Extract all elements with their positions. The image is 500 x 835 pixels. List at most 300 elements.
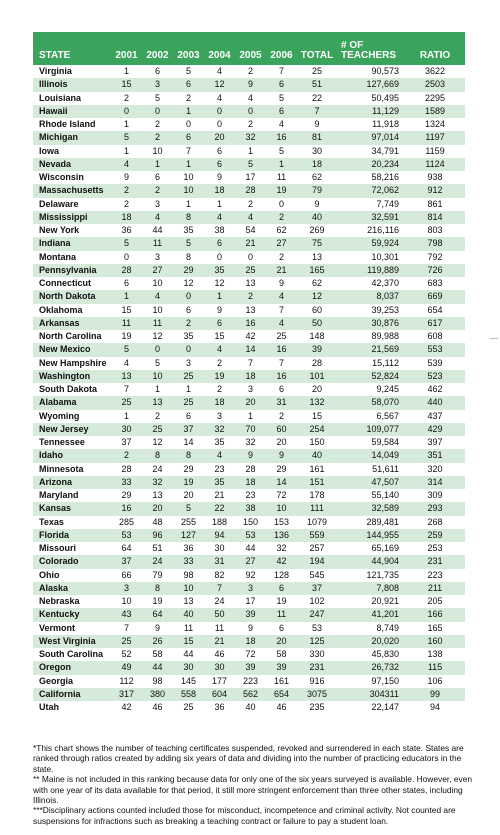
value-cell: 20,921 (371, 596, 399, 607)
value-cell: 523 (427, 370, 443, 381)
value-cell: 37 (121, 556, 132, 567)
value-cell: 35 (183, 331, 194, 342)
table-row (33, 343, 465, 356)
table-row (33, 118, 465, 131)
value-cell: 1589 (424, 105, 446, 116)
value-cell: 13 (245, 304, 256, 315)
value-cell: 0 (123, 251, 129, 262)
column-header: # OF TEACHERS (341, 40, 397, 61)
value-cell: 2 (154, 132, 160, 143)
value-cell: 19 (276, 185, 287, 196)
value-cell: 21 (214, 490, 225, 501)
value-cell: 12 (214, 278, 225, 289)
value-cell: 17 (245, 172, 256, 183)
value-cell: 58 (152, 649, 163, 660)
value-cell: 247 (309, 609, 325, 620)
value-cell: 23 (214, 463, 225, 474)
value-cell: 18 (121, 211, 132, 222)
value-cell: 8 (185, 211, 191, 222)
value-cell: 115 (427, 662, 443, 673)
value-cell: 99 (429, 688, 440, 699)
value-cell: 11 (183, 622, 194, 633)
value-cell: 42 (276, 556, 287, 567)
value-cell: 6 (278, 105, 284, 116)
value-cell: 5 (278, 92, 284, 103)
value-cell: 119,889 (367, 264, 399, 275)
value-cell: 5 (278, 145, 284, 156)
value-cell: 1159 (425, 145, 445, 156)
value-cell: 46 (214, 649, 225, 660)
value-cell: 397 (427, 437, 443, 448)
value-cell: 34,791 (371, 145, 399, 156)
value-cell: 153 (273, 516, 290, 527)
value-cell: 150 (309, 437, 325, 448)
value-cell: 25 (121, 397, 132, 408)
value-cell: 0 (216, 119, 222, 130)
state-cell: Rhode Island (39, 119, 96, 130)
value-cell: 55,140 (371, 490, 399, 501)
value-cell: 178 (309, 490, 325, 501)
value-cell: 145 (180, 675, 197, 686)
value-cell: 6 (216, 238, 222, 249)
value-cell: 33 (183, 556, 194, 567)
value-cell: 25 (276, 331, 287, 342)
value-cell: 10 (276, 503, 287, 514)
value-cell: 39 (311, 344, 322, 355)
value-cell: 3 (247, 582, 253, 593)
value-cell: 330 (309, 649, 325, 660)
value-cell: 12 (152, 437, 163, 448)
value-cell: 6 (123, 278, 129, 289)
table-row (33, 635, 465, 648)
table-row (33, 582, 465, 595)
value-cell: 3075 (306, 688, 328, 699)
value-cell: 8 (154, 582, 160, 593)
value-cell: 4 (123, 158, 129, 169)
value-cell: 7,749 (376, 198, 399, 209)
table-row (33, 463, 465, 476)
value-cell: 2 (185, 92, 191, 103)
value-cell: 2 (185, 317, 191, 328)
value-cell: 269 (309, 225, 325, 236)
value-cell: 112 (119, 675, 134, 686)
state-cell: Pennsylvania (39, 264, 97, 275)
state-cell: Indiana (39, 238, 71, 249)
value-cell: 46 (152, 702, 163, 713)
value-cell: 255 (180, 516, 197, 527)
value-cell: 8 (154, 450, 160, 461)
table-row (33, 264, 465, 277)
value-cell: 2 (278, 251, 284, 262)
value-cell: 13 (152, 490, 163, 501)
value-cell: 177 (211, 675, 228, 686)
value-cell: 19 (183, 476, 194, 487)
value-cell: 18 (245, 635, 256, 646)
value-cell: 11 (152, 238, 163, 249)
value-cell: 47,507 (371, 476, 399, 487)
value-cell: 4 (278, 317, 284, 328)
value-cell: 40 (245, 702, 256, 713)
table-row (33, 290, 465, 303)
value-cell: 12 (214, 79, 225, 90)
value-cell: 18 (245, 370, 256, 381)
value-cell: 1 (216, 198, 222, 209)
value-cell: 20,234 (371, 158, 399, 169)
value-cell: 18 (214, 185, 225, 196)
value-cell: 94 (214, 529, 225, 540)
value-cell: 553 (427, 344, 443, 355)
state-cell: Delaware (39, 198, 79, 209)
value-cell: 14 (183, 437, 194, 448)
value-cell: 58 (276, 649, 287, 660)
state-cell: Wyoming (39, 410, 80, 421)
value-cell: 6 (216, 158, 222, 169)
value-cell: 29 (276, 463, 287, 474)
value-cell: 50 (214, 609, 225, 620)
value-cell: 44 (245, 543, 256, 554)
value-cell: 1 (154, 158, 160, 169)
value-cell: 15 (121, 79, 132, 90)
value-cell: 121,735 (366, 569, 399, 580)
value-cell: 1 (185, 198, 191, 209)
value-cell: 53 (311, 622, 322, 633)
value-cell: 81 (311, 132, 322, 143)
value-cell: 429 (427, 423, 443, 434)
value-cell: 0 (154, 105, 160, 116)
value-cell: 16 (276, 344, 287, 355)
value-cell: 64 (121, 543, 132, 554)
value-cell: 7 (278, 66, 284, 77)
value-cell: 26,732 (371, 662, 399, 673)
value-cell: 30,876 (371, 317, 399, 328)
value-cell: 3 (154, 79, 160, 90)
value-cell: 0 (185, 291, 191, 302)
value-cell: 9 (216, 304, 222, 315)
table-row (33, 516, 465, 529)
value-cell: 27 (245, 556, 256, 567)
value-cell: 20 (214, 132, 225, 143)
value-cell: 148 (309, 331, 325, 342)
value-cell: 205 (427, 596, 443, 607)
value-cell: 309 (427, 490, 443, 501)
table-header-row (33, 32, 465, 65)
value-cell: 35 (214, 476, 225, 487)
value-cell: 32,591 (371, 211, 399, 222)
column-header: 2006 (270, 50, 293, 61)
value-cell: 20 (276, 437, 287, 448)
value-cell: 2 (278, 410, 284, 421)
value-cell: 32 (245, 437, 256, 448)
value-cell: 0 (247, 105, 253, 116)
value-cell: 539 (427, 357, 443, 368)
value-cell: 912 (427, 185, 443, 196)
value-cell: 8 (185, 251, 191, 262)
value-cell: 25 (121, 635, 132, 646)
value-cell: 1324 (424, 119, 446, 130)
value-cell: 51 (311, 79, 322, 90)
value-cell: 0 (154, 344, 160, 355)
value-cell: 380 (149, 688, 166, 699)
value-cell: 1 (216, 291, 222, 302)
value-cell: 1197 (425, 132, 445, 143)
value-cell: 11 (276, 172, 287, 183)
value-cell: 604 (211, 688, 228, 699)
value-cell: 51,611 (372, 463, 399, 474)
value-cell: 7,808 (376, 582, 399, 593)
value-cell: 6 (185, 79, 191, 90)
value-cell: 4 (216, 344, 222, 355)
value-cell: 268 (427, 516, 443, 527)
value-cell: 98 (152, 675, 163, 686)
value-cell: 72 (245, 649, 256, 660)
value-cell: 7 (247, 357, 253, 368)
value-cell: 21 (214, 635, 225, 646)
value-cell: 9 (278, 278, 284, 289)
value-cell: 19 (121, 331, 132, 342)
value-cell: 726 (427, 264, 443, 275)
value-cell: 0 (278, 198, 284, 209)
value-cell: 6 (278, 622, 284, 633)
value-cell: 16 (276, 370, 287, 381)
value-cell: 35 (183, 225, 194, 236)
table-row (33, 529, 465, 542)
value-cell: 4 (216, 92, 222, 103)
value-cell: 1 (247, 410, 253, 421)
state-cell: Alabama (39, 397, 77, 408)
value-cell: 0 (185, 119, 191, 130)
value-cell: 304311 (369, 688, 399, 699)
value-cell: 2 (216, 357, 222, 368)
value-cell: 30 (121, 423, 132, 434)
table-row (33, 648, 465, 661)
value-cell: 223 (427, 569, 443, 580)
table-body (33, 65, 465, 714)
value-cell: 22,147 (371, 702, 399, 713)
value-cell: 10 (152, 145, 163, 156)
value-cell: 151 (309, 476, 325, 487)
table-row (33, 251, 465, 264)
table-row (33, 569, 465, 582)
value-cell: 194 (309, 556, 325, 567)
value-cell: 253 (427, 543, 443, 554)
value-cell: 150 (242, 516, 259, 527)
value-cell: 36 (121, 225, 132, 236)
value-cell: 7 (278, 304, 284, 315)
value-cell: 22 (311, 92, 322, 103)
state-cell: New Mexico (39, 344, 91, 355)
value-cell: 15 (311, 410, 322, 421)
value-cell: 285 (118, 516, 135, 527)
value-cell: 9 (123, 172, 129, 183)
state-cell: Alaska (39, 582, 69, 593)
table-row (33, 92, 465, 105)
table-row (33, 224, 465, 237)
value-cell: 1124 (425, 158, 445, 169)
value-cell: 29 (183, 463, 194, 474)
table-row (33, 277, 465, 290)
value-cell: 4 (216, 211, 222, 222)
value-cell: 14 (276, 476, 287, 487)
value-cell: 14 (245, 344, 256, 355)
state-cell: Colorado (39, 556, 79, 567)
state-cell: Texas (39, 516, 64, 527)
value-cell: 188 (211, 516, 228, 527)
column-header: STATE (39, 50, 71, 61)
table-row (33, 171, 465, 184)
value-cell: 2 (247, 198, 253, 209)
value-cell: 125 (309, 635, 325, 646)
value-cell: 58,216 (371, 172, 399, 183)
value-cell: 37 (183, 423, 194, 434)
value-cell: 49 (121, 662, 132, 673)
value-cell: 15 (214, 331, 225, 342)
value-cell: 12 (183, 278, 194, 289)
value-cell: 25 (183, 397, 194, 408)
value-cell: 90,573 (371, 66, 399, 77)
value-cell: 39 (276, 662, 287, 673)
value-cell: 814 (427, 211, 443, 222)
value-cell: 53 (245, 529, 256, 540)
value-cell: 127,669 (366, 79, 399, 90)
state-cell: New York (39, 225, 80, 236)
value-cell: 144,955 (366, 529, 399, 540)
value-cell: 102 (309, 596, 325, 607)
value-cell: 5 (185, 66, 191, 77)
value-cell: 2 (123, 198, 129, 209)
value-cell: 320 (427, 463, 443, 474)
value-cell: 13 (245, 278, 256, 289)
value-cell: 14,049 (371, 450, 399, 461)
value-cell: 231 (427, 556, 443, 567)
value-cell: 0 (216, 105, 222, 116)
value-cell: 38 (214, 225, 225, 236)
value-cell: 65,169 (371, 543, 399, 554)
value-cell: 36 (183, 543, 194, 554)
value-cell: 3 (247, 384, 253, 395)
column-header: 2005 (239, 50, 262, 61)
value-cell: 2503 (424, 79, 446, 90)
value-cell: 30 (214, 543, 225, 554)
state-cell: New Jersey (39, 423, 89, 434)
state-cell: Georgia (39, 675, 74, 686)
state-cell: Iowa (39, 145, 60, 156)
column-header: 2004 (208, 50, 231, 61)
value-cell: 6 (278, 384, 284, 395)
value-cell: 10 (152, 304, 163, 315)
value-cell: 92 (245, 569, 256, 580)
value-cell: 28 (245, 185, 256, 196)
value-cell: 1 (185, 384, 191, 395)
value-cell: 35 (214, 264, 225, 275)
state-cell: Missouri (39, 543, 77, 554)
value-cell: 39 (245, 609, 256, 620)
value-cell: 20 (276, 635, 287, 646)
state-cell: Wisconsin (39, 172, 84, 183)
table-row (33, 158, 465, 171)
value-cell: 44 (183, 649, 194, 660)
footnotes (33, 743, 473, 826)
value-cell: 51 (152, 543, 163, 554)
value-cell: 7 (216, 582, 222, 593)
state-cell: Massachusetts (39, 185, 104, 196)
value-cell: 6 (154, 172, 160, 183)
table-row (33, 476, 465, 489)
value-cell: 9 (314, 198, 320, 209)
value-cell: 10 (183, 172, 194, 183)
table-row (33, 410, 465, 423)
table-row (33, 595, 465, 608)
value-cell: 43 (121, 609, 132, 620)
value-cell: 2 (154, 410, 160, 421)
value-cell: 462 (427, 384, 443, 395)
value-cell: 1 (278, 158, 284, 169)
value-cell: 20 (245, 397, 256, 408)
value-cell: 89,988 (371, 331, 399, 342)
table-row (33, 502, 465, 515)
state-cell: Hawaii (39, 105, 68, 116)
value-cell: 10,301 (371, 251, 399, 262)
value-cell: 235 (309, 702, 325, 713)
value-cell: 7 (278, 357, 284, 368)
value-cell: 66 (121, 569, 132, 580)
table-row (33, 184, 465, 197)
value-cell: 683 (427, 278, 443, 289)
value-cell: 29 (121, 490, 132, 501)
value-cell: 5 (247, 158, 253, 169)
value-cell: 40 (183, 609, 194, 620)
value-cell: 7 (123, 384, 129, 395)
value-cell: 8 (185, 450, 191, 461)
value-cell: 16 (245, 317, 256, 328)
value-cell: 293 (427, 503, 443, 514)
value-cell: 82 (214, 569, 225, 580)
value-cell: 654 (273, 688, 290, 699)
value-cell: 861 (427, 198, 443, 209)
state-cell: Florida (39, 529, 70, 540)
value-cell: 18 (311, 158, 322, 169)
value-cell: 29 (183, 264, 194, 275)
value-cell: 617 (427, 317, 443, 328)
table-row (33, 383, 465, 396)
value-cell: 1 (123, 410, 129, 421)
value-cell: 4 (154, 211, 160, 222)
value-cell: 36 (214, 702, 225, 713)
value-cell: 1 (247, 145, 253, 156)
value-cell: 10 (152, 278, 163, 289)
value-cell: 18 (214, 397, 225, 408)
state-cell: Mississippi (39, 211, 88, 222)
value-cell: 5 (185, 503, 191, 514)
value-cell: 60 (276, 423, 287, 434)
value-cell: 798 (427, 238, 443, 249)
state-cell: Louisiana (39, 92, 82, 103)
value-cell: 5 (154, 357, 160, 368)
value-cell: 9 (247, 622, 253, 633)
value-cell: 916 (309, 675, 325, 686)
table-row (33, 65, 465, 78)
value-cell: 3 (154, 198, 160, 209)
state-cell: Utah (39, 702, 59, 713)
state-cell: Arizona (39, 476, 73, 487)
value-cell: 6 (185, 132, 191, 143)
value-cell: 62 (276, 225, 287, 236)
value-cell: 16 (121, 503, 132, 514)
value-cell: 5 (154, 92, 160, 103)
value-cell: 60 (311, 304, 322, 315)
value-cell: 33 (121, 476, 132, 487)
value-cell: 9 (278, 450, 284, 461)
value-cell: 21 (276, 264, 287, 275)
